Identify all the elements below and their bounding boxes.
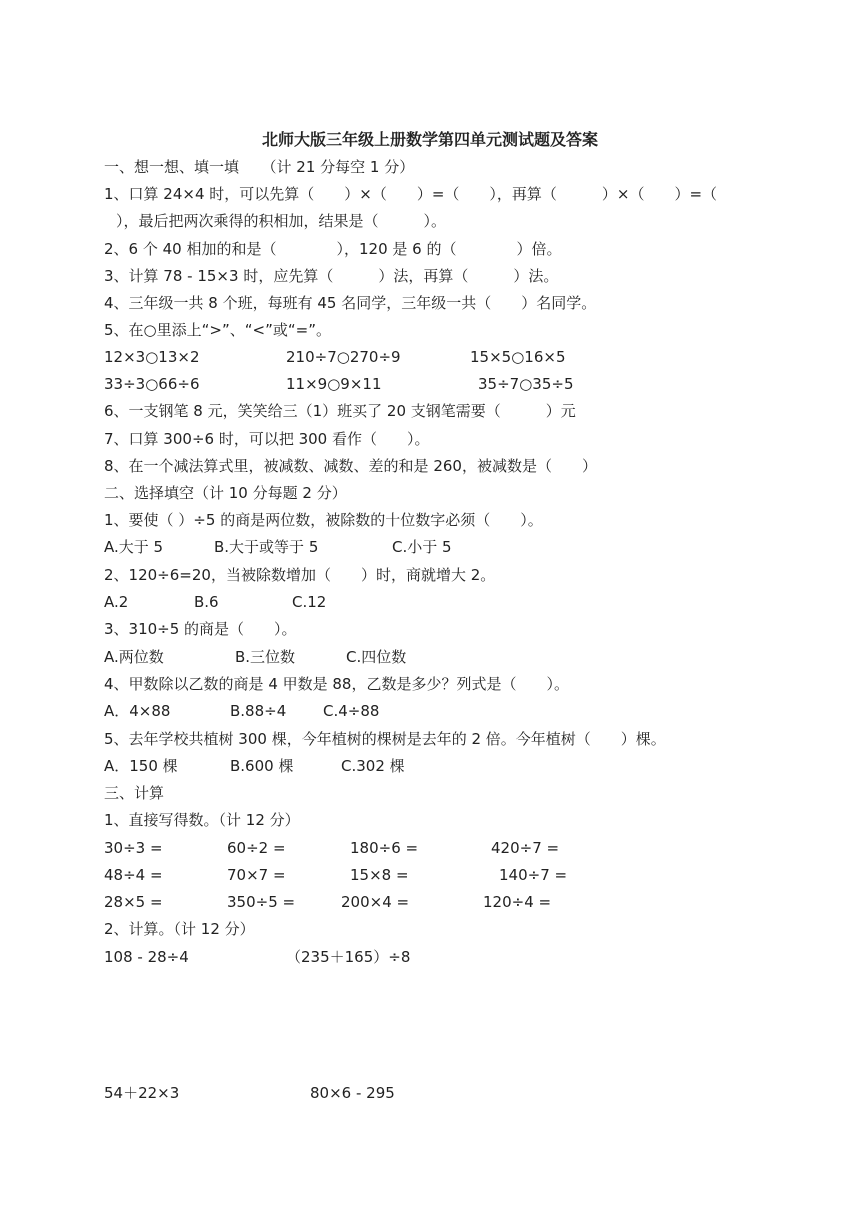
oral-item: 48÷4 = bbox=[104, 866, 163, 884]
option-a: A.2 bbox=[104, 593, 129, 611]
option-c: C.小于 5 bbox=[392, 538, 452, 556]
compare-item: 15×5○16×5 bbox=[470, 348, 566, 366]
section2-q4: 4、甲数除以乙数的商是 4 甲数是 88，乙数是多少？列式是（ ）。 bbox=[104, 675, 569, 693]
oral-item: 15×8 = bbox=[350, 866, 409, 884]
section1-q5: 5、在○里添上“>”、“<”或“=”。 bbox=[104, 321, 331, 339]
oral-item: 420÷7 = bbox=[491, 839, 560, 857]
compare-item: 12×3○13×2 bbox=[104, 348, 200, 366]
oral-item: 30÷3 = bbox=[104, 839, 163, 857]
oral-item: 350÷5 = bbox=[227, 893, 296, 911]
oral-item: 28×5 = bbox=[104, 893, 163, 911]
section2-q1: 1、要使（ ）÷5 的商是两位数，被除数的十位数字必须（ ）。 bbox=[104, 511, 543, 529]
page-title: 北师大版三年级上册数学第四单元测试题及答案 bbox=[261, 130, 598, 149]
section1-q6: 6、一支钢笔 8 元，笑笑给三（1）班买了 20 支钢笔需要（ ）元 bbox=[104, 402, 576, 420]
option-b: B.大于或等于 5 bbox=[214, 538, 319, 556]
section2-q3: 3、310÷5 的商是（ ）。 bbox=[104, 620, 297, 638]
calc-item: 54＋22×3 bbox=[104, 1084, 180, 1102]
option-b: B.三位数 bbox=[235, 648, 296, 666]
option-c: C.4÷88 bbox=[323, 702, 380, 720]
oral-item: 120÷4 = bbox=[483, 893, 552, 911]
section1-q3: 3、计算 78 - 15×3 时，应先算（ ）法，再算（ ）法。 bbox=[104, 267, 559, 285]
section1-q8: 8、在一个减法算式里，被减数、减数、差的和是 260，被减数是（ ） bbox=[104, 457, 597, 475]
compare-item: 33÷3○66÷6 bbox=[104, 375, 200, 393]
section1-q1-line2: ），最后把两次乘得的积相加，结果是（ ）。 bbox=[116, 212, 447, 230]
option-a: A．150 棵 bbox=[104, 757, 178, 775]
section2-q2: 2、120÷6=20，当被除数增加（ ）时，商就增大 2。 bbox=[104, 566, 496, 584]
option-b: B.88÷4 bbox=[230, 702, 287, 720]
compare-item: 210÷7○270÷9 bbox=[286, 348, 401, 366]
option-c: C.四位数 bbox=[346, 648, 407, 666]
oral-item: 140÷7 = bbox=[499, 866, 568, 884]
section1-q1-line1: 1、口算 24×4 时，可以先算（ ）×（ ）=（ ），再算（ ）×（ ）=（ bbox=[104, 185, 718, 203]
oral-item: 70×7 = bbox=[227, 866, 286, 884]
section1-q4: 4、三年级一共 8 个班，每班有 45 名同学，三年级一共（ ）名同学。 bbox=[104, 294, 597, 312]
compare-item: 11×9○9×11 bbox=[286, 375, 382, 393]
option-a: A.大于 5 bbox=[104, 538, 164, 556]
section1-q2: 2、6 个 40 相加的和是（ ），120 是 6 的（ ）倍。 bbox=[104, 240, 562, 258]
section1-q7: 7、口算 300÷6 时，可以把 300 看作（ ）。 bbox=[104, 430, 430, 448]
calc-item: 108 - 28÷4 bbox=[104, 948, 189, 966]
option-b: B.600 棵 bbox=[230, 757, 294, 775]
calc-item: （235＋165）÷8 bbox=[286, 948, 411, 966]
oral-item: 200×4 = bbox=[341, 893, 410, 911]
section3-sub2: 2、计算。（计 12 分） bbox=[104, 920, 255, 938]
oral-item: 60÷2 = bbox=[227, 839, 286, 857]
section1-heading: 一、想一想、填一填 （计 21 分每空 1 分） bbox=[104, 158, 415, 176]
option-c: C.302 棵 bbox=[341, 757, 405, 775]
section2-heading: 二、选择填空（计 10 分每题 2 分） bbox=[104, 484, 347, 502]
section3-heading: 三、计算 bbox=[104, 784, 165, 802]
oral-item: 180÷6 = bbox=[350, 839, 419, 857]
section2-q5: 5、去年学校共植树 300 棵，今年植树的棵树是去年的 2 倍。今年植树（ ）棵。 bbox=[104, 730, 666, 748]
option-b: B.6 bbox=[194, 593, 219, 611]
calc-item: 80×6 - 295 bbox=[310, 1084, 395, 1102]
section3-sub1: 1、直接写得数。（计 12 分） bbox=[104, 811, 300, 829]
option-a: A．4×88 bbox=[104, 702, 171, 720]
option-c: C.12 bbox=[292, 593, 327, 611]
option-a: A.两位数 bbox=[104, 648, 164, 666]
compare-item: 35÷7○35÷5 bbox=[478, 375, 574, 393]
